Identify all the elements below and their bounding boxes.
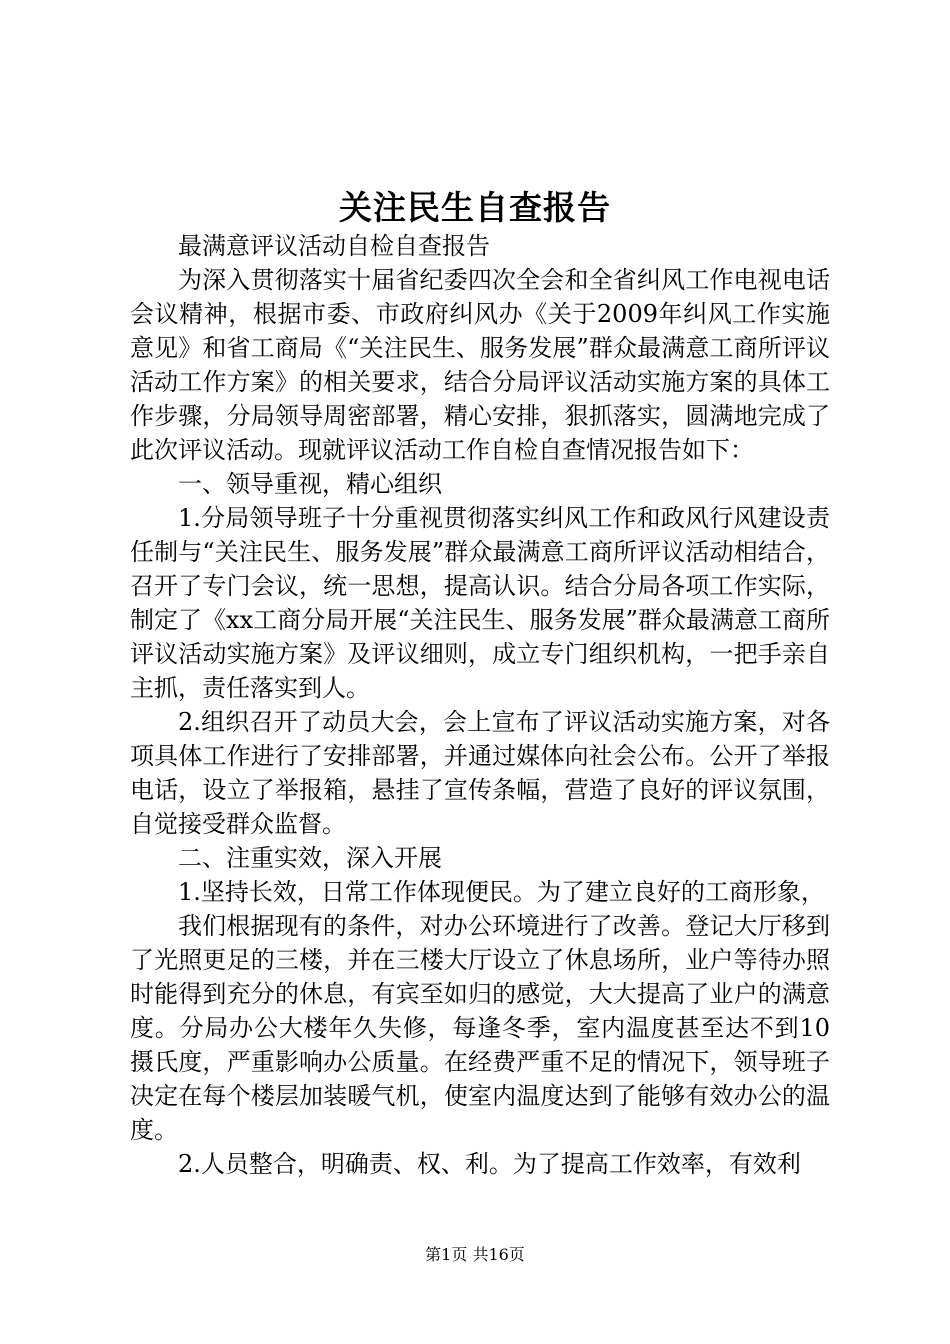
body-paragraph: 1.坚持长效，日常工作体现便民。为了建立良好的工商形象，: [178, 878, 825, 906]
section-heading: 二、注重实效，深入开展: [178, 844, 442, 872]
document-title: 关注民生自查报告: [339, 188, 611, 227]
body-paragraph: 我们根据现有的条件，对办公环境进行了改善。登记大厅移到了光照更足的三楼，并在三楼大厅设立了休息场所，业户等待办照时能得到充分的休息，有宾至如归的感觉，大大提高了业户的满意度。分局办公大楼年久失修，每逢冬季，室内温度甚至达不到10摄氏度，严重影响办公质量。在经费严重不足的情况下，领导班子决定在每个楼层加装暖气机，使室内温度达到了能够有效办公的温度。: [130, 912, 830, 1144]
document-body: [130, 229, 830, 1181]
subtitle-paragraph: 最满意评议活动自检自查报告: [178, 232, 490, 260]
body-paragraph: 2.人员整合，明确责、权、利。为了提高工作效率，有效利: [178, 1150, 801, 1178]
section-heading: 一、领导重视，精心组织: [178, 470, 442, 498]
body-paragraph: 1.分局领导班子十分重视贯彻落实纠风工作和政风行风建设责任制与“关注民生、服务发展”群众最满意工商所评议活动相结合，召开了专门会议，统一思想，提高认识。结合分局各项工作实际，制定了《xx工商分局开展“关注民生、服务发展”群众最满意工商所评议活动实施方案》及评议细则，成立专门组织机构，一把手亲自主抓，责任落实到人。: [130, 504, 830, 702]
body-paragraph: 2.组织召开了动员大会，会上宣布了评议活动实施方案，对各项具体工作进行了安排部署，并通过媒体向社会公布。公开了举报电话，设立了举报箱，悬挂了宣传条幅，营造了良好的评议氛围，自觉接受群众监督。: [130, 708, 830, 838]
page-number-footer: 第1页 共16页: [425, 1245, 525, 1264]
body-paragraph: 为深入贯彻落实十届省纪委四次全会和全省纠风工作电视电话会议精神，根据市委、市政府纠风办《关于2009年纠风工作实施意见》和省工商局《“关注民生、服务发展”群众最满意工商所评议活动工作方案》的相关要求，结合分局评议活动实施方案的具体工作步骤，分局领导周密部署，精心安排，狠抓落实，圆满地完成了此次评议活动。现就评议活动工作自检自查情况报告如下：: [130, 266, 830, 464]
